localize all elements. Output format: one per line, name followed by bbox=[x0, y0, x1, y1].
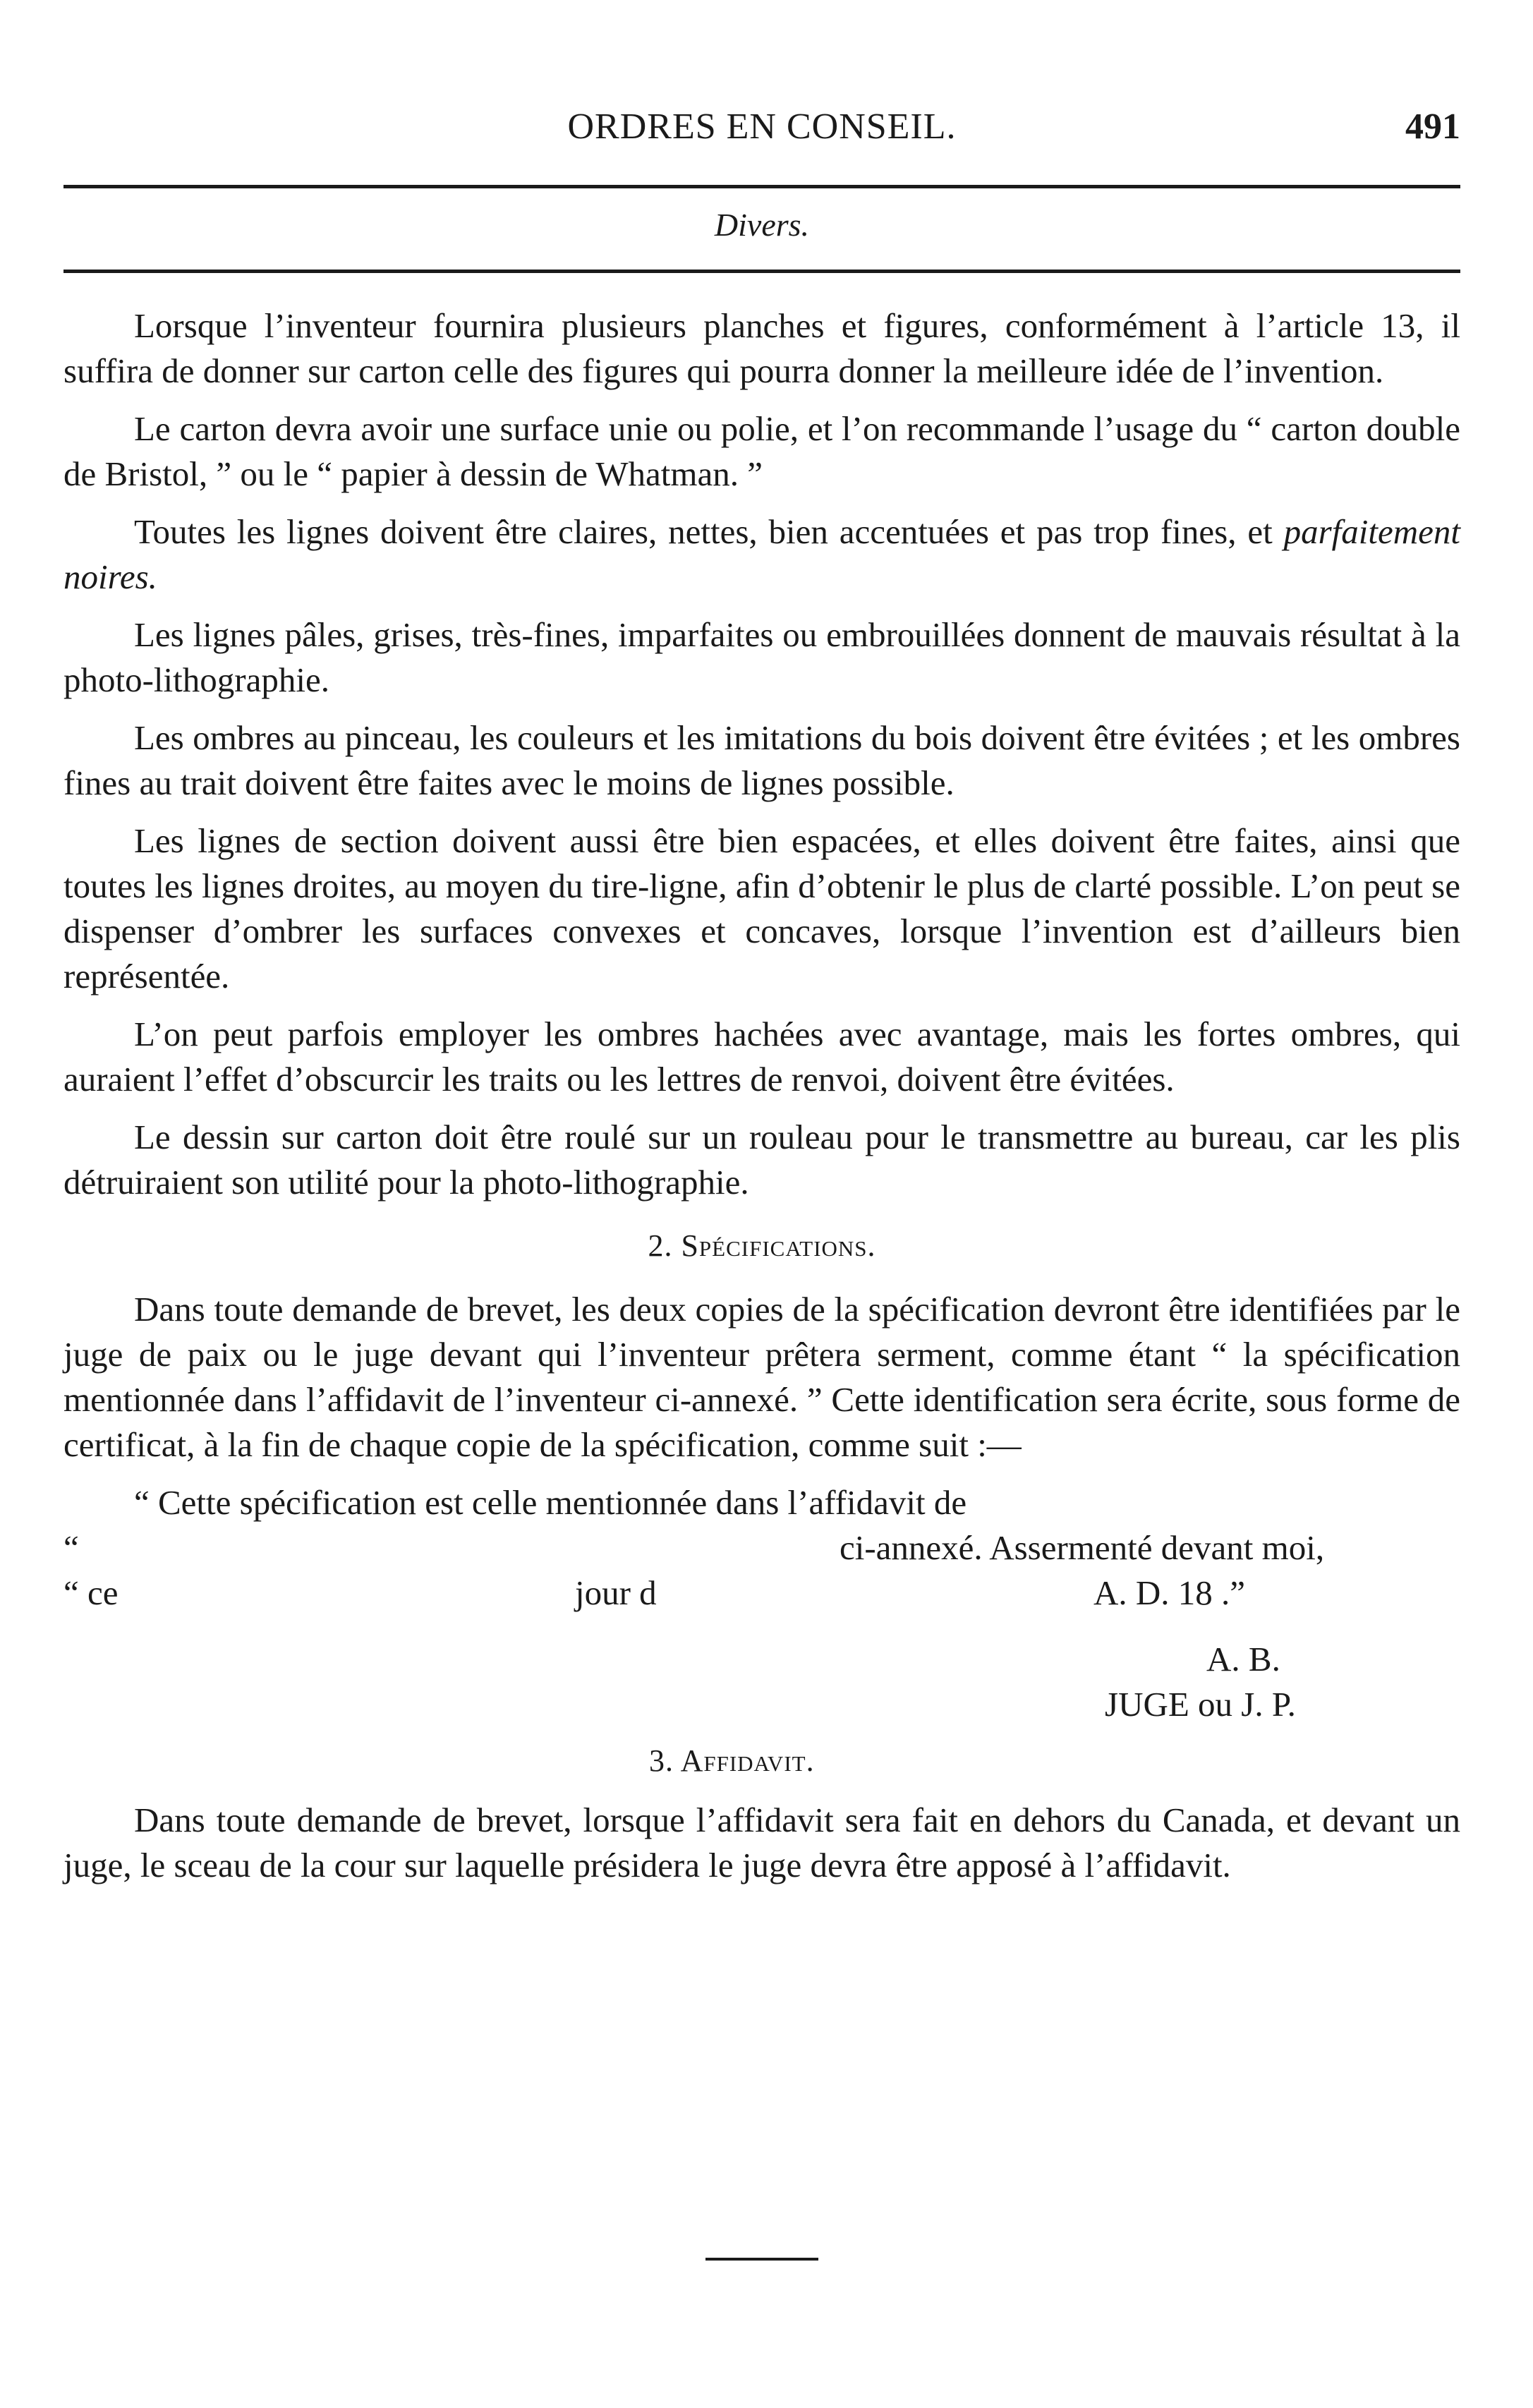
paragraph-planches: Lorsque l’inventeur fournira plusieurs planches et figures, conformément à l’article 13, il suffira de donner sur carton celle des figures qui pourra donner la meilleure idée de l’invention. bbox=[63, 306, 1460, 390]
header-rule-top bbox=[63, 185, 1460, 188]
certificate-line-3-mid: jour d bbox=[575, 1573, 657, 1612]
signature-title: JUGE ou J. P. bbox=[1105, 1685, 1296, 1724]
paragraph-affidavit: Dans toute demande de brevet, lorsque l’affidavit sera fait en dehors du Canada, et devant un juge, le sceau de la cour sur laquelle présidera le juge devra être apposé à l’affidavit. bbox=[63, 1801, 1460, 1884]
paragraph-ombres: Les ombres au pinceau, les couleurs et les imitations du bois doivent être évitées ; et les ombres fines au trait doivent être faites avec le moins de lignes possible. bbox=[63, 718, 1460, 802]
paragraph-hachees: L’on peut parfois employer les ombres hachées avec avantage, mais les fortes ombres, qui auraient l’effet d’obscurcir les traits ou les lettres de renvoi, doivent être évitées. bbox=[63, 1015, 1460, 1099]
paragraph-lignes bbox=[63, 509, 1460, 600]
affidavit-number: 3. bbox=[649, 1743, 674, 1778]
paragraph-rouleau: Le dessin sur carton doit être roulé sur un rouleau pour le transmettre au bureau, car les plis détruiraient son utilité pour la photo-lithographie. bbox=[63, 1118, 1460, 1202]
running-title: ORDRES EN CONSEIL. bbox=[567, 107, 957, 147]
specifications-heading bbox=[63, 1223, 1460, 1269]
page-number: 491 bbox=[1405, 107, 1460, 147]
paragraph-section: Les lignes de section doivent aussi être bien espacées, et elles doivent être faites, ainsi que toutes les lignes droites, au moyen du tire-ligne, afin d’obtenir le plus de clarté possible. L’on peut se dispenser d’ombrer les surfaces convexes et concaves, lorsque l’invention est d’ailleurs bien représentée. bbox=[63, 821, 1460, 996]
affidavit-title: Affidavit. bbox=[680, 1743, 815, 1778]
signature-name: A. B. bbox=[1206, 1640, 1280, 1678]
body-text bbox=[63, 303, 1460, 1901]
certificate-block bbox=[63, 1480, 1460, 1791]
paragraph-specifications: Dans toute demande de brevet, les deux copies de la spécification devront être identifiées par le juge de paix ou le juge devant qui l’inventeur prêtera serment, comme étant “ la spécification mentionnée dans l’affidavit de l’inventeur ci-annexé. ” Cette identification sera écrite, sous forme de certificat, à la fin de chaque copie de la spécification, comme suit :— bbox=[63, 1290, 1460, 1464]
affidavit-heading bbox=[649, 1738, 815, 1784]
certificate-line-3-end: A. D. 18 .” bbox=[1093, 1573, 1246, 1612]
section-heading: Divers. bbox=[714, 207, 810, 243]
certificate-line-3-open: “ ce bbox=[63, 1573, 119, 1612]
certificate-line-1: “ Cette spécification est celle mentionnée dans l’affidavit de bbox=[134, 1483, 967, 1522]
page-header bbox=[63, 106, 1460, 162]
specifications-title: Spécifications. bbox=[681, 1228, 876, 1263]
paragraph-lignes-italic: parfaitement noires. bbox=[63, 512, 1461, 596]
paragraph-carton: Le carton devra avoir une surface unie ou polie, et l’on recommande l’usage du “ carton double de Bristol, ” ou le “ papier à dessin de Whatman. ” bbox=[63, 409, 1460, 493]
paragraph-lignes-pales: Les lignes pâles, grises, très-fines, imparfaites ou embrouillées donnent de mauvais résultat à la photo-lithographie. bbox=[63, 615, 1460, 699]
certificate-line-2-open: “ bbox=[63, 1528, 79, 1567]
certificate-line-2-text: ci-annexé. Assermenté devant moi, bbox=[840, 1528, 1325, 1567]
page bbox=[63, 0, 1460, 2408]
paragraph-lignes-text: Toutes les lignes doivent être claires, nettes, bien accentuées et pas trop fines, et bbox=[134, 512, 1273, 551]
header-rule-bottom bbox=[63, 270, 1460, 273]
specifications-number: 2. bbox=[648, 1228, 673, 1263]
end-rule bbox=[705, 2258, 818, 2261]
